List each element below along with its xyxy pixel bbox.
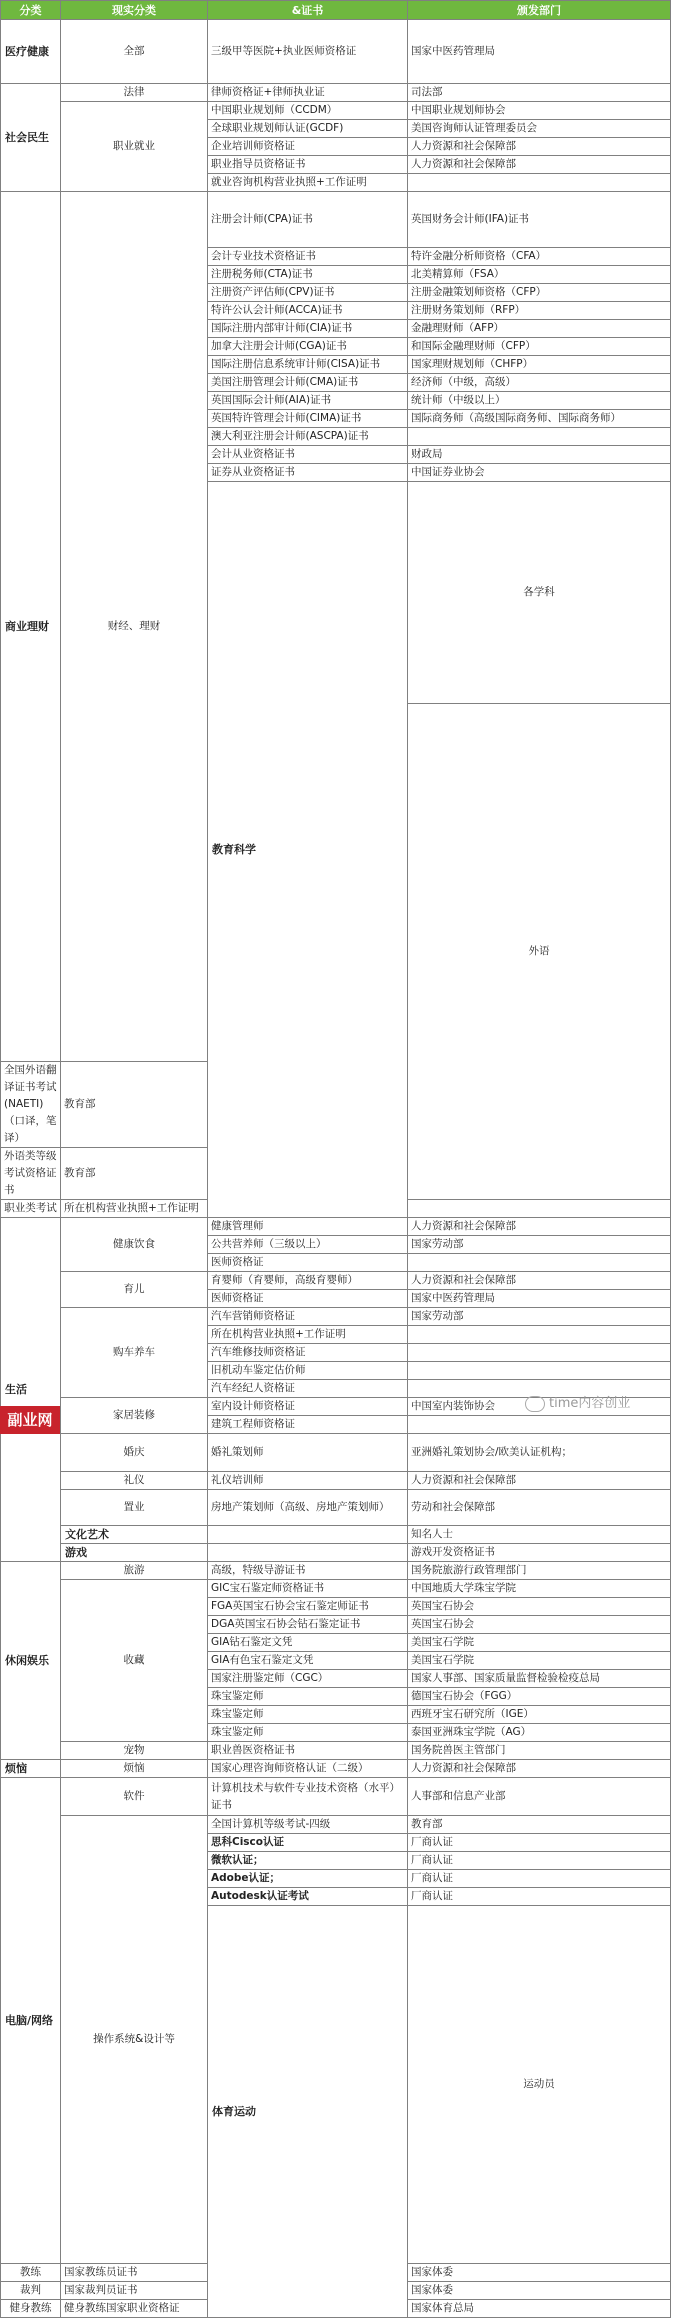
certificate-cell: 珠宝鉴定师 [208, 1724, 408, 1742]
subcategory-cell: 家居装修 [61, 1398, 208, 1434]
department-cell: 国家理财规划师（CHFP） [408, 356, 671, 374]
department-cell: 司法部 [408, 84, 671, 102]
certificate-cell: 汽车经纪人资格证 [208, 1380, 408, 1398]
watermark-logo: 副业网 [0, 1406, 60, 1434]
department-cell [408, 428, 671, 446]
certificate-cell: 全国外语翻译证书考试(NAETI)（口译，笔译） [1, 1062, 61, 1148]
certificate-cell: 职业指导员资格证书 [208, 156, 408, 174]
certificate-cell: 游戏开发资格证书 [408, 1544, 671, 1562]
subcategory-cell: 软件 [61, 1778, 208, 1816]
table-row [1, 1272, 671, 1290]
subcategory-cell: 教练 [1, 2264, 61, 2282]
department-cell: 教育部 [61, 1148, 208, 1200]
department-cell: 人力资源和社会保障部 [408, 1472, 671, 1490]
subcategory-cell [208, 1544, 408, 1562]
department-cell: 金融理财师（AFP） [408, 320, 671, 338]
certificate-cell: 所在机构营业执照+工作证明 [61, 1200, 208, 1218]
department-cell: 英国财务会计师(IFA)证书 [408, 192, 671, 248]
certificate-cell: 礼仪培训师 [208, 1472, 408, 1490]
department-cell: 教育部 [61, 1062, 208, 1148]
certificate-cell: GIC宝石鉴定师资格证书 [208, 1580, 408, 1598]
certificate-cell: 健康管理师 [208, 1218, 408, 1236]
header-subcategory: 现实分类 [61, 1, 208, 20]
certificate-cell: 室内设计师资格证 [208, 1398, 408, 1416]
department-cell: 亚洲婚礼策划协会/欧美认证机构； [408, 1434, 671, 1472]
category-cell: 医疗健康 [1, 20, 61, 84]
subcategory-cell: 运动员 [408, 1906, 671, 2264]
subcategory-cell: 置业 [61, 1490, 208, 1526]
department-cell: 人力资源和社会保障部 [408, 1760, 671, 1778]
department-cell [408, 1254, 671, 1272]
certificate-cell: 全国计算机等级考试-四级 [208, 1816, 408, 1834]
certificate-cell: 国家注册鉴定师（CGC） [208, 1670, 408, 1688]
subcategory-cell: 购车养车 [61, 1308, 208, 1398]
category-cell: 文化艺术 [61, 1526, 208, 1544]
table-row [1, 1490, 671, 1526]
certificate-cell: 注册税务师(CTA)证书 [208, 266, 408, 284]
category-cell: 生活 [1, 1218, 61, 1562]
certificate-cell: GIA钻石鉴定文凭 [208, 1634, 408, 1652]
subcategory-cell: 职业类考试 [1, 1200, 61, 1218]
certificate-cell: 就业咨询机构营业执照+工作证明 [208, 174, 408, 192]
certificate-cell: 珠宝鉴定师 [208, 1688, 408, 1706]
department-cell: 注册财务策划师（RFP） [408, 302, 671, 320]
department-cell: 美国宝石学院 [408, 1652, 671, 1670]
department-cell: 中国地质大学珠宝学院 [408, 1580, 671, 1598]
department-cell: 人力资源和社会保障部 [408, 138, 671, 156]
department-cell: 人力资源和社会保障部 [408, 156, 671, 174]
table-row [1, 1308, 671, 1326]
watermark-account-name: time内容创业 [549, 1396, 631, 1411]
table-row [1, 102, 671, 120]
subcategory-cell: 礼仪 [61, 1472, 208, 1490]
subcategory-cell: 收藏 [61, 1580, 208, 1742]
department-cell: 国家人事部、国家质量监督检验检疫总局 [408, 1670, 671, 1688]
subcategory-cell: 裁判 [1, 2282, 61, 2300]
subcategory-cell: 婚庆 [61, 1434, 208, 1472]
category-cell: 社会民生 [1, 84, 61, 192]
certificate-cell: 健身教练国家职业资格证 [61, 2300, 208, 2318]
table-row [1, 192, 671, 248]
category-cell: 体育运动 [208, 1906, 408, 2318]
department-cell: 国务院旅游行政管理部门 [408, 1562, 671, 1580]
department-cell: 厂商认证 [408, 1888, 671, 1906]
certificate-cell: 医师资格证 [208, 1254, 408, 1272]
table-row [1, 1816, 671, 1834]
certificate-cell: 高级，特级导游证书 [208, 1562, 408, 1580]
department-cell: 泰国亚洲珠宝学院（AG） [408, 1724, 671, 1742]
department-cell: 统计师（中级以上） [408, 392, 671, 410]
certificate-cell: 医师资格证 [208, 1290, 408, 1308]
certificate-cell: 汽车营销师资格证 [208, 1308, 408, 1326]
subcategory-cell: 各学科 [408, 482, 671, 704]
table-row [1, 1526, 671, 1544]
department-cell: 美国咨询师认证管理委员会 [408, 120, 671, 138]
certificate-cell: GIA有色宝石鉴定文凭 [208, 1652, 408, 1670]
certificate-cell: 旧机动车鉴定估价师 [208, 1362, 408, 1380]
subcategory-cell: 育儿 [61, 1272, 208, 1308]
subcategory-cell [208, 1526, 408, 1544]
certificate-cell: 微软认证； [208, 1852, 408, 1870]
table-row [1, 1544, 671, 1562]
subcategory-cell: 全部 [61, 20, 208, 84]
certificate-cell: 会计专业技术资格证书 [208, 248, 408, 266]
subcategory-cell: 旅游 [61, 1562, 208, 1580]
certificate-cell: 建筑工程师资格证 [208, 1416, 408, 1434]
category-cell: 商业理财 [1, 192, 61, 1062]
certificate-cell: 珠宝鉴定师 [208, 1706, 408, 1724]
certificate-cell: 婚礼策划师 [208, 1434, 408, 1472]
certificate-cell: 国家裁判员证书 [61, 2282, 208, 2300]
subcategory-cell: 法律 [61, 84, 208, 102]
certificate-cell: 中国职业规划师（CCDM） [208, 102, 408, 120]
certificate-cell: 律师资格证+律师执业证 [208, 84, 408, 102]
certificate-cell: 所在机构营业执照+工作证明 [208, 1326, 408, 1344]
department-cell: 国际商务师（高级国际商务师、国际商务师） [408, 410, 671, 428]
certificate-cell: 特许公认会计师(ACCA)证书 [208, 302, 408, 320]
department-cell [408, 1344, 671, 1362]
certificate-cell: 公共营养师（三级以上） [208, 1236, 408, 1254]
department-cell: 国家中医药管理局 [408, 1290, 671, 1308]
table-row [1, 1562, 671, 1580]
department-cell: 国家中医药管理局 [408, 20, 671, 84]
certificate-cell: 国际注册内部审计师(CIA)证书 [208, 320, 408, 338]
certificate-cell: 加拿大注册会计师(CGA)证书 [208, 338, 408, 356]
certificate-cell: 国家心理咨询师资格认证（二级） [208, 1760, 408, 1778]
subcategory-cell: 宠物 [61, 1742, 208, 1760]
certificate-cell: 三级甲等医院+执业医师资格证 [208, 20, 408, 84]
certificate-cell: 外语类等级考试资格证书 [1, 1148, 61, 1200]
department-cell: 德国宝石协会（FGG） [408, 1688, 671, 1706]
certificate-cell: 思科Cisco认证 [208, 1834, 408, 1852]
department-cell: 美国宝石学院 [408, 1634, 671, 1652]
department-cell: 国家劳动部 [408, 1308, 671, 1326]
department-cell: 英国宝石协会 [408, 1598, 671, 1616]
table-row [1, 84, 671, 102]
certificate-cell: 证券从业资格证书 [208, 464, 408, 482]
subcategory-cell: 财经、理财 [61, 192, 208, 1062]
subcategory-cell: 操作系统&设计等 [61, 1816, 208, 2264]
table-row [1, 1434, 671, 1472]
certificate-cell: 全球职业规划师认证(GCDF) [208, 120, 408, 138]
certificate-cell: DGA英国宝石协会钻石鉴定证书 [208, 1616, 408, 1634]
department-cell [408, 1362, 671, 1380]
department-cell [408, 174, 671, 192]
header-certificate: &证书 [208, 1, 408, 20]
department-cell [408, 1200, 671, 1218]
department-cell: 厂商认证 [408, 1834, 671, 1852]
certificate-cell: 国家教练员证书 [61, 2264, 208, 2282]
department-cell: 国务院兽医主管部门 [408, 1742, 671, 1760]
certificate-cell: 国际注册信息系统审计师(CISA)证书 [208, 356, 408, 374]
certificate-cell: Autodesk认证考试 [208, 1888, 408, 1906]
department-cell: 人力资源和社会保障部 [408, 1272, 671, 1290]
header-department: 颁发部门 [408, 1, 671, 20]
table-row [1, 1760, 671, 1778]
department-cell [408, 1326, 671, 1344]
certificate-cell: 会计从业资格证书 [208, 446, 408, 464]
department-cell: 国家体委 [408, 2264, 671, 2282]
certificate-cell: FGA英国宝石协会宝石鉴定师证书 [208, 1598, 408, 1616]
category-cell: 烦恼 [1, 1760, 61, 1778]
department-cell: 厂商认证 [408, 1852, 671, 1870]
department-cell: 中国证券业协会 [408, 464, 671, 482]
department-cell: 教育部 [408, 1816, 671, 1834]
table-row [1, 1218, 671, 1236]
certificate-cell: 计算机技术与软件专业技术资格（水平）证书 [208, 1778, 408, 1816]
table-row [1, 1778, 671, 1816]
category-cell: 休闲娱乐 [1, 1562, 61, 1760]
header-category: 分类 [1, 1, 61, 20]
department-cell: 国家劳动部 [408, 1236, 671, 1254]
department-cell: 北美精算师（FSA） [408, 266, 671, 284]
header-row [1, 1, 671, 20]
certificate-cell: 汽车维修技师资格证 [208, 1344, 408, 1362]
certificate-cell: 注册会计师(CPA)证书 [208, 192, 408, 248]
subcategory-cell: 职业就业 [61, 102, 208, 192]
subcategory-cell: 健康饮食 [61, 1218, 208, 1272]
category-cell: 游戏 [61, 1544, 208, 1562]
certificate-cell: 英国国际会计师(AIA)证书 [208, 392, 408, 410]
category-cell: 教育科学 [208, 482, 408, 1218]
department-cell: 和国际金融理财师（CFP） [408, 338, 671, 356]
department-cell: 财政局 [408, 446, 671, 464]
department-cell: 特许金融分析师资格（CFA） [408, 248, 671, 266]
department-cell: 西班牙宝石研究所（IGE） [408, 1706, 671, 1724]
certificate-cell: Adobe认证； [208, 1870, 408, 1888]
certificate-cell: 澳大利亚注册会计师(ASCPA)证书 [208, 428, 408, 446]
department-cell [408, 1416, 671, 1434]
department-cell: 中国室内装饰协会 [408, 1398, 671, 1416]
watermark-account [525, 1392, 630, 1416]
department-cell: 劳动和社会保障部 [408, 1490, 671, 1526]
table-row [1, 1472, 671, 1490]
department-cell: 中国职业规划师协会 [408, 102, 671, 120]
certificate-cell: 职业兽医资格证书 [208, 1742, 408, 1760]
table-row [1, 1742, 671, 1760]
subcategory-cell: 外语 [408, 704, 671, 1200]
certificate-cell: 育婴师（育婴师，高级育婴师） [208, 1272, 408, 1290]
subcategory-cell: 烦恼 [61, 1760, 208, 1778]
department-cell: 人力资源和社会保障部 [408, 1218, 671, 1236]
certificate-cell: 美国注册管理会计师(CMA)证书 [208, 374, 408, 392]
certificate-cell: 知名人士 [408, 1526, 671, 1544]
table-row [1, 1580, 671, 1598]
department-cell: 国家体育总局 [408, 2300, 671, 2318]
department-cell: 人事部和信息产业部 [408, 1778, 671, 1816]
certificate-cell: 英国特许管理会计师(CIMA)证书 [208, 410, 408, 428]
certificate-cell: 房地产策划师（高级、房地产策划师） [208, 1490, 408, 1526]
department-cell: 国家体委 [408, 2282, 671, 2300]
subcategory-cell: 健身教练 [1, 2300, 61, 2318]
table-row [1, 20, 671, 84]
department-cell: 注册金融策划师资格（CFP） [408, 284, 671, 302]
department-cell: 经济师（中级，高级） [408, 374, 671, 392]
wechat-icon [525, 1396, 545, 1412]
category-cell: 电脑/网络 [1, 1778, 61, 2264]
department-cell: 英国宝石协会 [408, 1616, 671, 1634]
certificate-cell: 企业培训师资格证 [208, 138, 408, 156]
department-cell: 厂商认证 [408, 1870, 671, 1888]
certificate-cell: 注册资产评估师(CPV)证书 [208, 284, 408, 302]
